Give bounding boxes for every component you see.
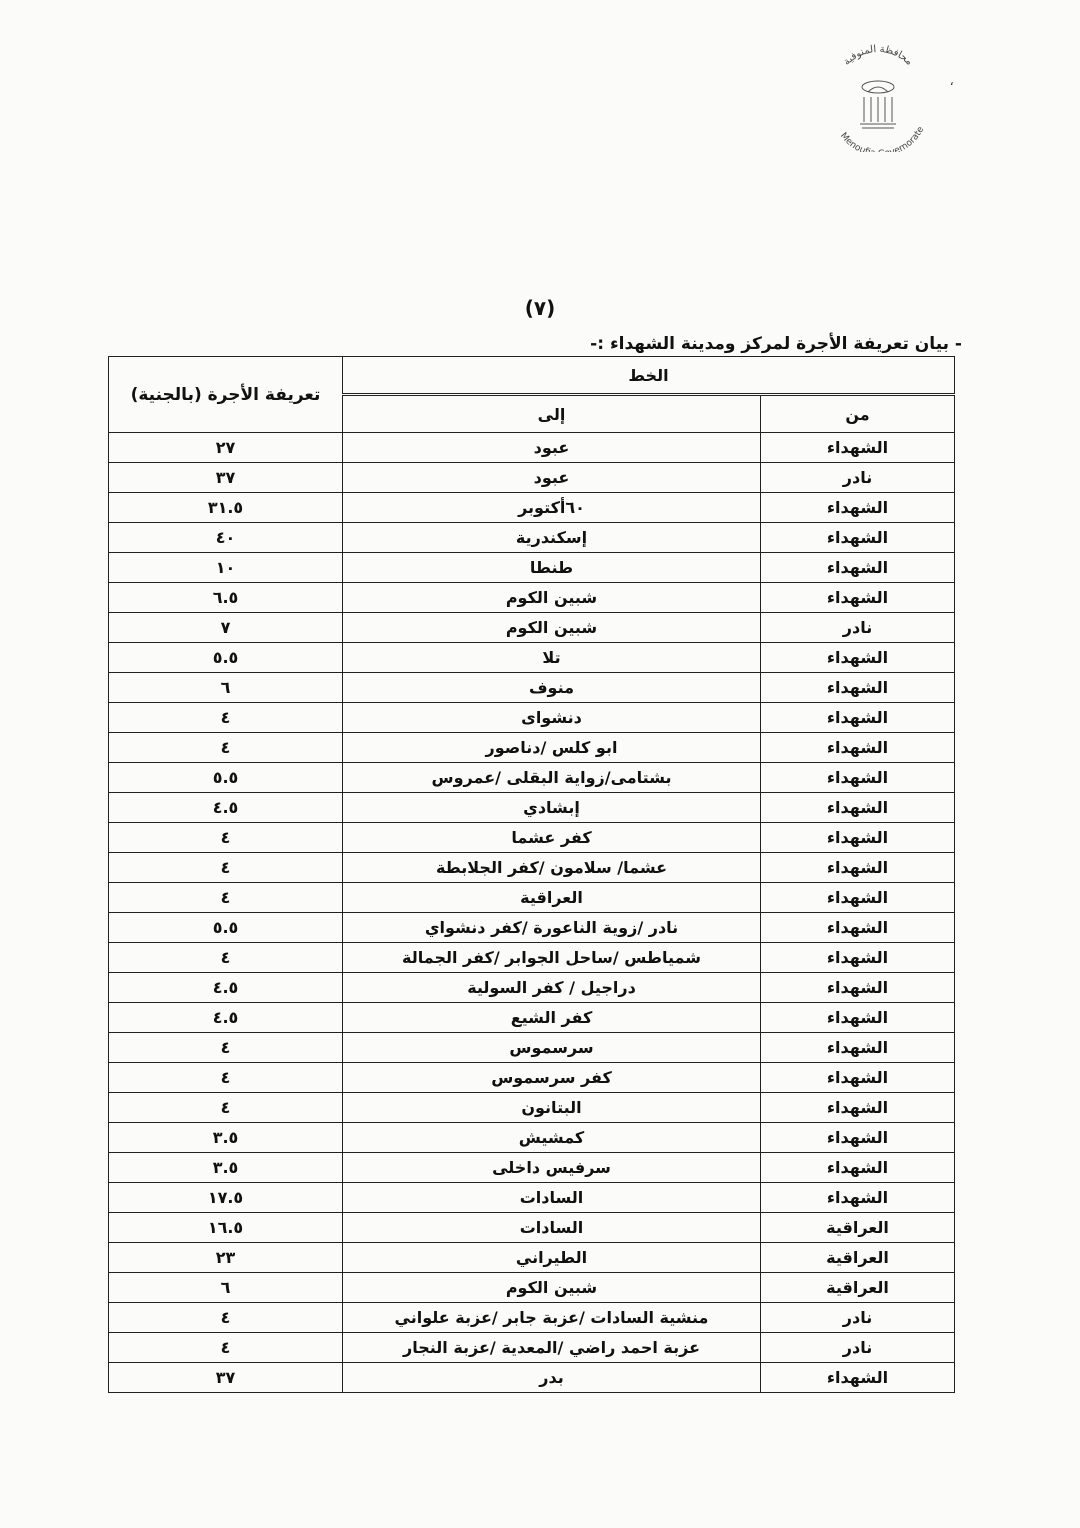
table-row [109,1063,955,1093]
to-cell: بدر [343,1363,761,1393]
fare-cell: ٤ [109,943,343,973]
to-cell: عزبة احمد راضي /المعدية /عزبة النجار [343,1333,761,1363]
to-cell: ابو كلس /دناصور [343,733,761,763]
table-row [109,1123,955,1153]
to-cell: شبين الكوم [343,583,761,613]
table-row [109,913,955,943]
table-row [109,1303,955,1333]
to-cell: كفر عشما [343,823,761,853]
table-row [109,823,955,853]
governorate-seal [818,42,938,152]
from-cell: نادر [761,613,955,643]
from-cell: الشهداء [761,703,955,733]
fare-cell: ٥.٥ [109,913,343,943]
from-cell: الشهداء [761,733,955,763]
from-cell: الشهداء [761,583,955,613]
fare-cell: ٧ [109,613,343,643]
from-cell: الشهداء [761,973,955,1003]
page-number: (٧) [524,296,556,320]
to-cell: شمياطس /ساحل الجوابر /كفر الجمالة [343,943,761,973]
from-cell: الشهداء [761,1363,955,1393]
fare-cell: ٤ [109,1093,343,1123]
table-row [109,583,955,613]
from-cell: الشهداء [761,1123,955,1153]
to-cell: إسكندرية [343,523,761,553]
table-row [109,1333,955,1363]
from-cell: الشهداء [761,913,955,943]
fare-table-body [109,433,955,1393]
table-row [109,673,955,703]
from-cell: الشهداء [761,553,955,583]
fare-cell: ٤ [109,733,343,763]
fare-cell: ٤ [109,1063,343,1093]
table-row [109,1243,955,1273]
to-cell: شبين الكوم [343,613,761,643]
fare-cell: ٢٧ [109,433,343,463]
seal-text-english: Menoufia ernorate [837,125,927,152]
fare-cell: ٣٧ [109,1363,343,1393]
table-row [109,1273,955,1303]
from-cell: الشهداء [761,763,955,793]
table-row [109,1183,955,1213]
fare-cell: ٤ [109,703,343,733]
fare-cell: ٤.٥ [109,973,343,1003]
to-cell: منشية السادات /عزبة جابر /عزبة علواني [343,1303,761,1333]
table-row [109,1153,955,1183]
to-cell: سرسموس [343,1033,761,1063]
from-cell: العراقية [761,1243,955,1273]
from-cell: نادر [761,1333,955,1363]
table-row [109,643,955,673]
fare-cell: ٦ [109,673,343,703]
from-cell: الشهداء [761,673,955,703]
table-row [109,853,955,883]
to-cell: تلا [343,643,761,673]
to-cell: نادر /زوية الناعورة /كفر دنشواي [343,913,761,943]
to-cell: كفر سرسموس [343,1063,761,1093]
to-cell: البتانون [343,1093,761,1123]
table-row [109,553,955,583]
from-cell: الشهداء [761,823,955,853]
to-cell: السادات [343,1213,761,1243]
to-cell: منوف [343,673,761,703]
fare-cell: ١٦.٥ [109,1213,343,1243]
fare-cell: ٤٠ [109,523,343,553]
from-cell: الشهداء [761,643,955,673]
from-cell: العراقية [761,1213,955,1243]
table-row [109,523,955,553]
from-cell: العراقية [761,1273,955,1303]
fare-cell: ٤ [109,1303,343,1333]
from-cell: الشهداء [761,433,955,463]
to-cell: عشما/ سلامون /كفر الجلابطة [343,853,761,883]
from-cell: الشهداء [761,1063,955,1093]
table-row [109,973,955,1003]
from-column-header: من [761,395,955,433]
fare-cell: ٤.٥ [109,1003,343,1033]
from-cell: الشهداء [761,943,955,973]
table-row [109,943,955,973]
table-row [109,1033,955,1063]
fare-table [108,356,955,1393]
table-row [109,433,955,463]
to-column-header: إلى [343,395,761,433]
table-row [109,613,955,643]
table-row [109,703,955,733]
to-cell: دنشواى [343,703,761,733]
from-cell: الشهداء [761,883,955,913]
to-cell: عبود [343,463,761,493]
fare-cell: ٦.٥ [109,583,343,613]
to-cell: الطيراني [343,1243,761,1273]
seal-text-arabic: محافظة المنوفية [841,43,915,68]
line-column-header: الخط [343,357,955,395]
to-cell: طنطا [343,553,761,583]
fare-cell: ٦ [109,1273,343,1303]
to-cell: العراقية [343,883,761,913]
from-cell: الشهداء [761,523,955,553]
fare-cell: ٣.٥ [109,1123,343,1153]
table-row [109,493,955,523]
to-cell: دراجيل / كفر السولية [343,973,761,1003]
fare-cell: ١٧.٥ [109,1183,343,1213]
to-cell: بشتامى/زواية البقلى /عمروس [343,763,761,793]
from-cell: نادر [761,1303,955,1333]
fare-cell: ٤ [109,1333,343,1363]
to-cell: سرفيس داخلى [343,1153,761,1183]
table-row [109,883,955,913]
from-cell: الشهداء [761,1183,955,1213]
to-cell: كمشيش [343,1123,761,1153]
table-row [109,793,955,823]
to-cell: شبين الكوم [343,1273,761,1303]
fare-cell: ٢٣ [109,1243,343,1273]
from-cell: نادر [761,463,955,493]
to-cell: عبود [343,433,761,463]
from-cell: الشهداء [761,1153,955,1183]
table-row [109,733,955,763]
seal-emblem-icon [818,42,938,152]
table-row [109,1093,955,1123]
to-cell: السادات [343,1183,761,1213]
table-row [109,1003,955,1033]
fare-cell: ٤ [109,823,343,853]
margin-mark: ‘ [950,80,954,94]
fare-cell: ٥.٥ [109,643,343,673]
from-cell: الشهداء [761,1093,955,1123]
from-cell: الشهداء [761,793,955,823]
fare-cell: ١٠ [109,553,343,583]
table-row [109,463,955,493]
from-cell: الشهداء [761,1003,955,1033]
to-cell: ٦٠أكتوبر [343,493,761,523]
fare-cell: ٤.٥ [109,793,343,823]
fare-cell: ٥.٥ [109,763,343,793]
page-heading: - بيان تعريفة الأجرة لمركز ومدينة الشهداء :- [590,334,962,354]
table-row [109,1363,955,1393]
fare-cell: ٣.٥ [109,1153,343,1183]
table-row [109,763,955,793]
from-cell: الشهداء [761,853,955,883]
fare-cell: ٤ [109,883,343,913]
fare-cell: ٣١.٥ [109,493,343,523]
from-cell: الشهداء [761,493,955,523]
fare-cell: ٤ [109,1033,343,1063]
table-row [109,1213,955,1243]
fare-cell: ٤ [109,853,343,883]
to-cell: إبشادي [343,793,761,823]
fare-column-header: تعريفة الأجرة (بالجنية) [109,357,343,433]
from-cell: الشهداء [761,1033,955,1063]
fare-cell: ٣٧ [109,463,343,493]
to-cell: كفر الشيع [343,1003,761,1033]
